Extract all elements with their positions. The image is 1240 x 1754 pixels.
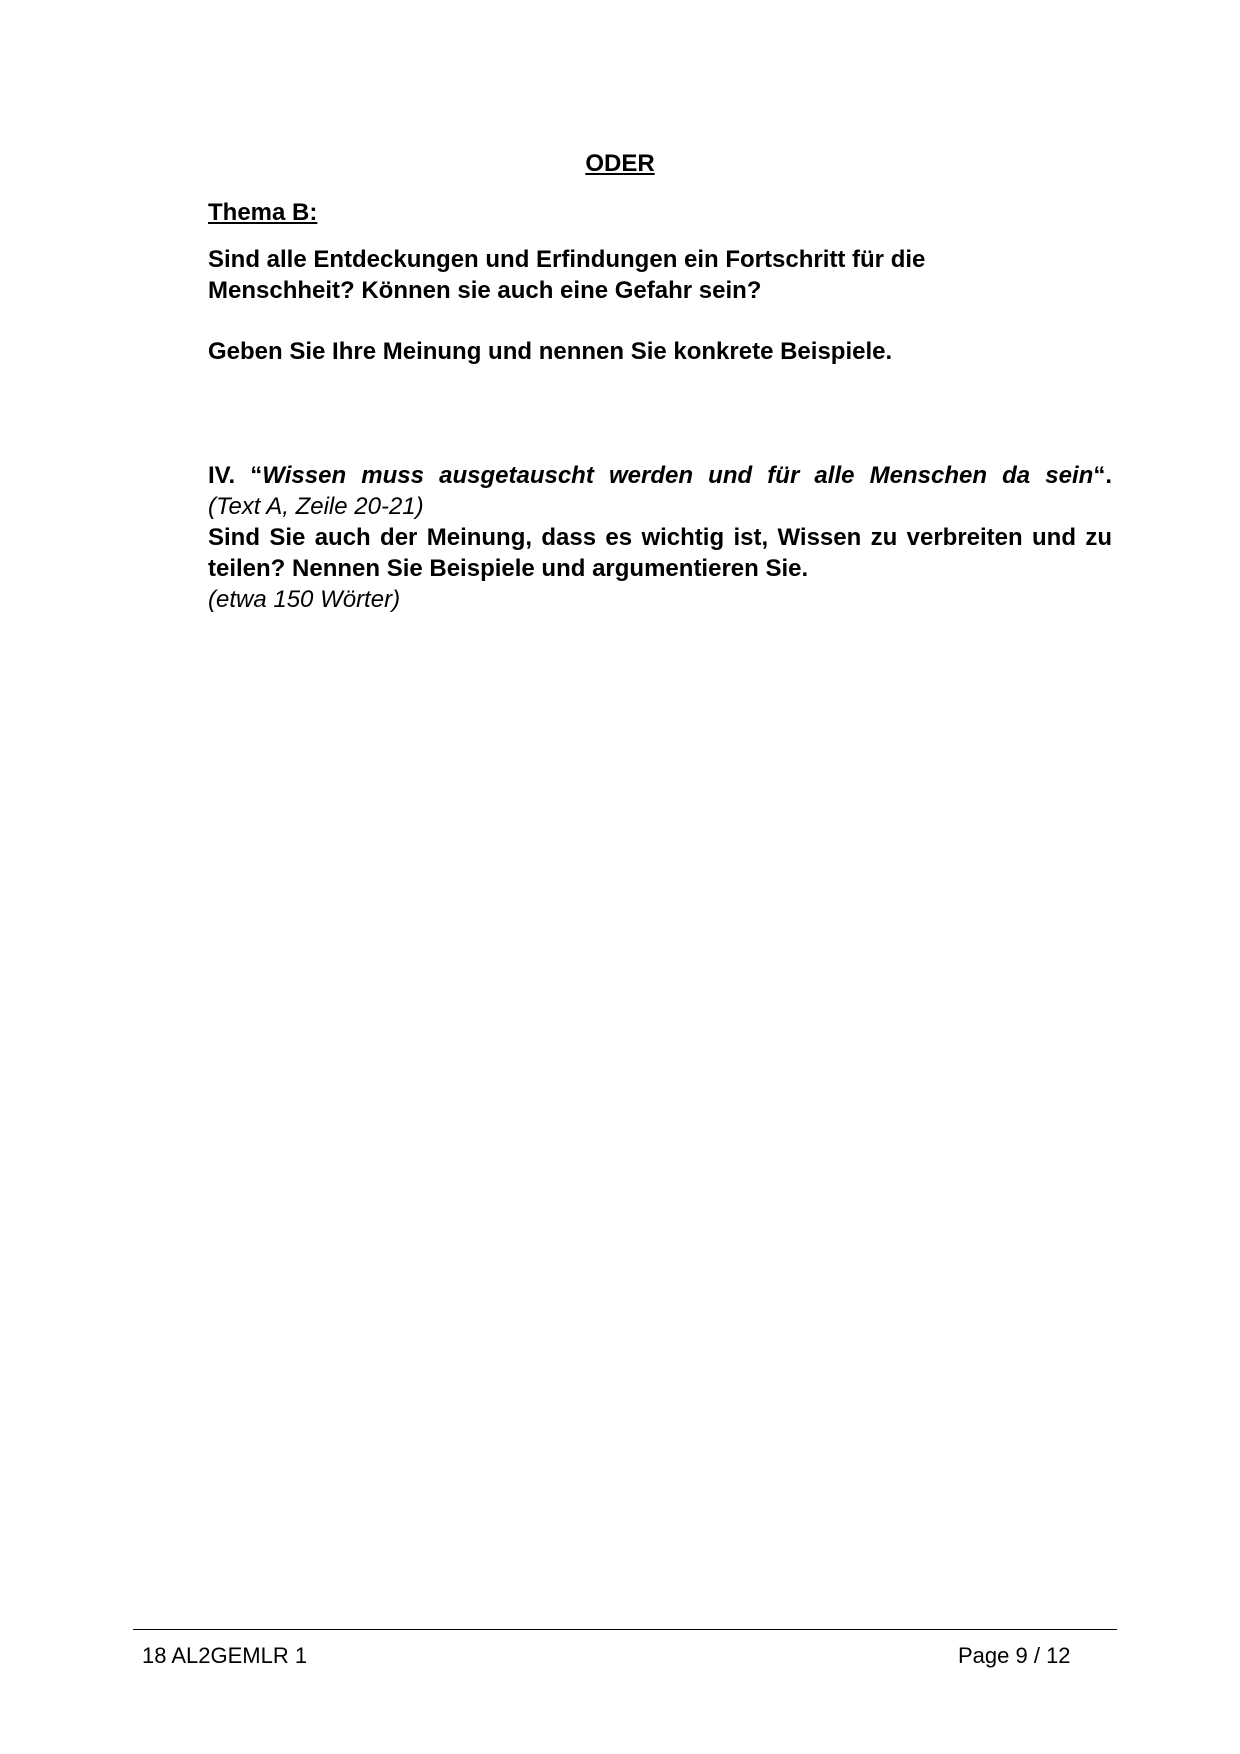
thema-b-label: Thema B: <box>208 199 318 226</box>
thema-b-question: Sind alle Entdeckungen und Erfindungen ein Fortschritt für die Menschheit? Können sie auch eine Gefahr sein? <box>208 246 926 304</box>
section-divider-heading: ODER <box>585 150 655 177</box>
task-iv-heading <box>208 460 1112 491</box>
close-quote: “. <box>1093 462 1112 489</box>
footer-page-number: Page 9 / 12 <box>958 1643 1071 1668</box>
task-iv-reference: (Text A, Zeile 20-21) <box>208 493 424 520</box>
footer-exam-code: 18 AL2GEMLR 1 <box>142 1643 308 1668</box>
task-iv-quote: Wissen muss ausgetauscht werden und für alle Menschen da sein <box>262 462 1094 489</box>
task-iv <box>208 460 1112 615</box>
footer-divider <box>133 1629 1117 1630</box>
task-iv-prompt: Sind Sie auch der Meinung, dass es wichtig ist, Wissen zu verbreiten und zu teilen? Nennen Sie Beispiele und argumentieren Sie. <box>208 524 1112 582</box>
task-iv-number: IV. <box>208 462 236 489</box>
thema-b-instruction: Geben Sie Ihre Meinung und nennen Sie konkrete Beispiele. <box>208 338 893 365</box>
task-iv-word-count: (etwa 150 Wörter) <box>208 586 401 613</box>
open-quote: “ <box>250 462 263 489</box>
